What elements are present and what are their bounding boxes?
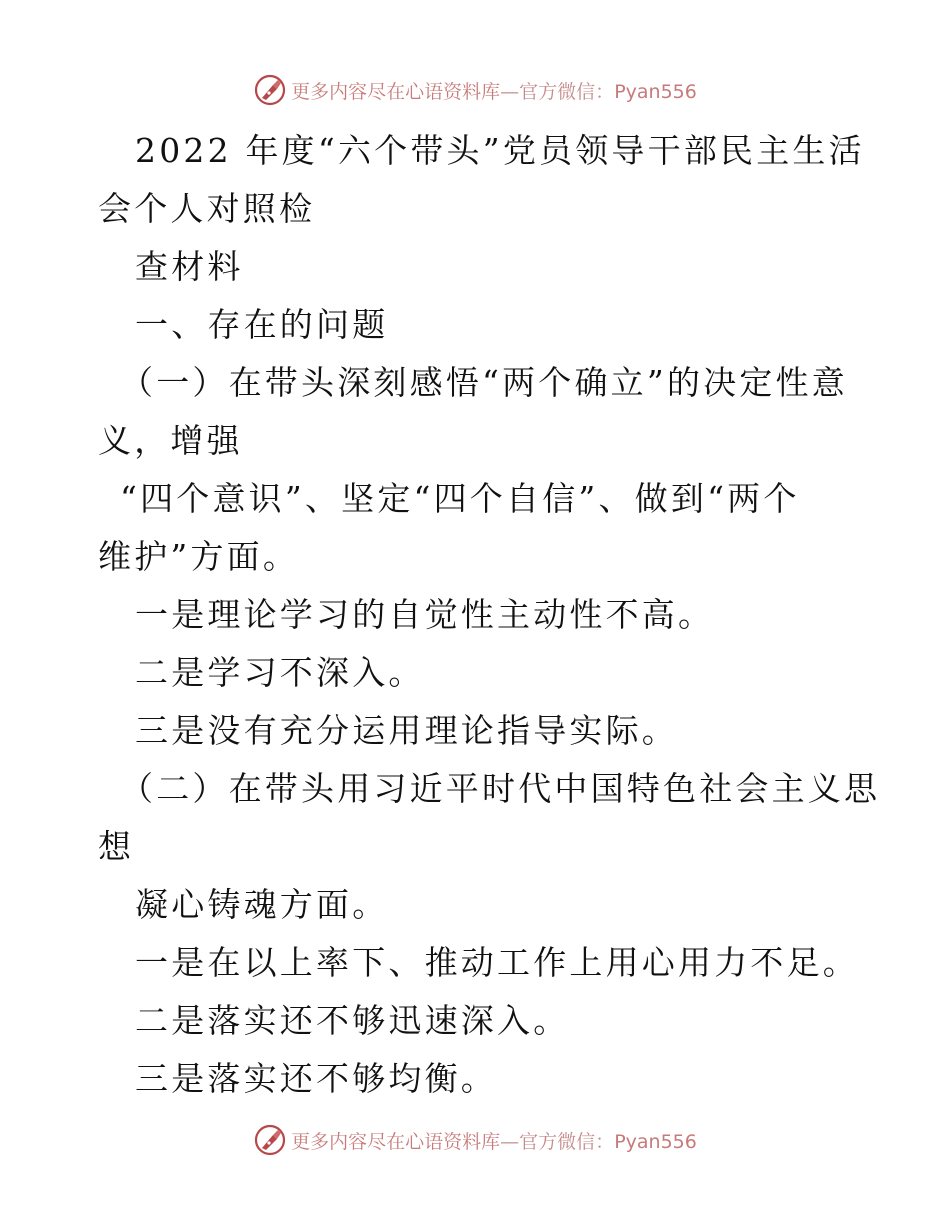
pen-nib-seal-icon (253, 1123, 287, 1157)
subsection-2-heading-line-1: （二）在带头用习近平时代中国特色社会主义思 (120, 769, 881, 808)
subsection-1-heading-line-3: “四个意识”、坚定“四个自信”、做到“两个 (120, 479, 800, 518)
document-body (98, 122, 881, 1108)
pen-nib-seal-icon (253, 73, 287, 107)
banner-wechat-id: Pyan556 (614, 80, 697, 103)
doc-title-line-1: 2022 年度“六个带头”党员领导干部民主生活 (135, 131, 865, 170)
subsection-2-heading-line-3: 凝心铸魂方面。 (135, 885, 389, 924)
banner-main-text: 更多内容尽在心语资料库 (291, 1130, 501, 1153)
footer-watermark-banner (0, 1118, 950, 1162)
section-heading: 一、存在的问题 (135, 305, 389, 344)
banner-wechat-id: Pyan556 (614, 1130, 697, 1153)
subsection-1-heading-line-1: （一）在带头深刻感悟“两个确立”的决定性意 (120, 363, 848, 402)
paragraph: 三是没有充分运用理论指导实际。 (135, 711, 678, 750)
subsection-2-heading-line-2: 想 (98, 827, 135, 866)
paragraph: 二是学习不深入。 (135, 653, 425, 692)
banner-main-text: 更多内容尽在心语资料库 (291, 80, 501, 103)
subsection-1-heading-line-4: 维护”方面。 (98, 537, 300, 576)
paragraph: 二是落实还不够迅速深入。 (135, 1001, 570, 1040)
banner-wechat-label: 官方微信： (519, 80, 615, 103)
paragraph: 三是落实还不够均衡。 (135, 1059, 497, 1098)
banner-text (291, 1127, 697, 1154)
banner-dash: — (500, 1130, 520, 1153)
doc-title-line-3: 查材料 (135, 247, 244, 286)
banner-text (291, 77, 697, 104)
doc-title-line-2: 会个人对照检 (98, 189, 316, 228)
banner-wechat-label: 官方微信： (519, 1130, 615, 1153)
subsection-1-heading-line-2: 义，增强 (98, 421, 243, 460)
banner-dash: — (500, 80, 520, 103)
paragraph: 一是在以上率下、推动工作上用心用力不足。 (135, 943, 859, 982)
paragraph: 一是理论学习的自觉性主动性不高。 (135, 595, 715, 634)
header-watermark-banner (0, 68, 950, 112)
